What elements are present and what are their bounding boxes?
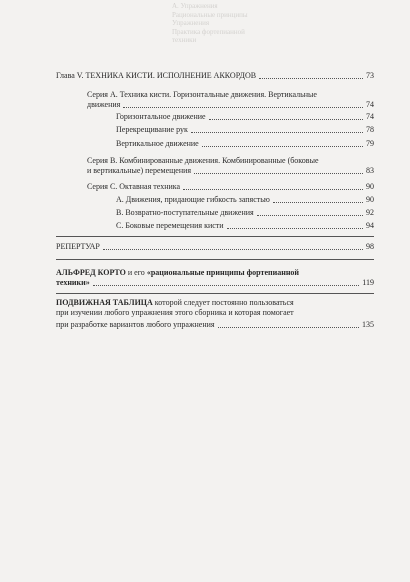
toc-entry-label: Серия С. Октавная техника	[87, 182, 181, 191]
toc-item-wrist[interactable]	[116, 195, 374, 205]
toc-entry-label: которой следует постоянно пользоваться	[152, 298, 294, 307]
toc-entry-label: Вертикальное движение	[116, 139, 199, 148]
leader-dots	[191, 132, 363, 133]
toc-repertoire[interactable]	[56, 242, 374, 252]
toc-entry-label-bold: «рациональные принципы фортепианной	[146, 268, 300, 277]
toc-page-number: 83	[366, 166, 374, 175]
toc-entry-label: РЕПЕРТУАР	[56, 242, 100, 251]
toc-page-number: 74	[366, 112, 374, 121]
leader-dots	[202, 146, 363, 147]
toc-entry-label: Горизонтальное движение	[116, 112, 206, 121]
toc-entry-label: А. Движения, придающие гибкость запястью	[116, 195, 270, 204]
toc-entry-label: С. Боковые перемещения кисти	[116, 221, 224, 230]
bleed-line: техники	[172, 36, 197, 44]
toc-page-number: 92	[366, 208, 374, 217]
leader-dots	[93, 285, 360, 286]
toc-item-reciprocating[interactable]	[116, 208, 374, 218]
bleed-line: А. Упражнения	[172, 2, 218, 10]
toc-page-number: 73	[366, 71, 374, 80]
leader-dots	[209, 119, 363, 120]
leader-dots	[227, 228, 363, 229]
toc-series-c[interactable]	[87, 182, 374, 192]
leader-dots	[194, 173, 363, 174]
leader-dots	[257, 215, 363, 216]
leader-dots	[103, 249, 363, 250]
toc-page-number: 79	[366, 139, 374, 148]
toc-entry-label-bold: ПОДВИЖНАЯ ТАБЛИЦА	[56, 298, 153, 307]
toc-page-number: 90	[366, 195, 374, 204]
toc-series-a[interactable]	[87, 100, 374, 110]
toc-entry-label: при изучении любого упражнения этого сборника и которая помогает	[56, 308, 294, 317]
toc-entry-label-bold: техники»	[56, 278, 90, 287]
leader-dots	[218, 327, 359, 328]
toc-chapter-5[interactable]	[56, 71, 374, 81]
toc-item-lateral[interactable]	[116, 221, 374, 231]
toc-entry-label: Перекрещивание рук	[116, 125, 188, 134]
toc-entry-label-bold: АЛЬФРЕД КОРТО	[56, 268, 126, 277]
toc-series-b[interactable]	[87, 166, 374, 176]
toc-page-number: 94	[366, 221, 374, 230]
bleed-line: Практика фортепианной	[172, 27, 245, 36]
toc-cortot-line1[interactable]	[56, 268, 374, 278]
leader-dots	[123, 107, 363, 108]
toc-entry-label: при разработке вариантов любого упражнения	[56, 320, 215, 329]
toc-series-a-line1[interactable]	[87, 90, 374, 100]
toc-entry-label: В. Возвратно-поступательные движения	[116, 208, 254, 217]
toc-item-vertical[interactable]	[116, 139, 374, 149]
toc-entry-label: и его	[125, 268, 147, 277]
toc-page-number: 74	[366, 100, 374, 109]
toc-entry-label: Серия А. Техника кисти. Горизонтальные движения. Вертикальные	[87, 90, 317, 99]
toc-page-number: 119	[362, 278, 374, 287]
toc-entry-label: движения	[87, 100, 121, 109]
toc-entry-label: Глава V. ТЕХНИКА КИСТИ. ИСПОЛНЕНИЕ АККОРДОВ	[56, 71, 257, 80]
toc-entry-label: Серия В. Комбинированные движения. Комбинированные (боковые	[87, 156, 319, 165]
leader-dots	[183, 189, 363, 190]
toc-page-number: 90	[366, 182, 374, 191]
section-divider	[56, 293, 374, 294]
toc-item-horizontal[interactable]	[116, 112, 374, 122]
toc-table-lines[interactable]	[56, 298, 374, 318]
section-divider	[56, 236, 374, 237]
toc-entry-label: и вертикальные) перемещения	[87, 166, 192, 175]
section-divider	[56, 259, 374, 260]
toc-series-b-line1[interactable]	[87, 156, 374, 166]
toc-page-number: 135	[362, 320, 374, 329]
toc-page-number: 98	[366, 242, 374, 251]
toc-item-crossing[interactable]	[116, 125, 374, 135]
toc-cortot[interactable]	[56, 278, 374, 288]
leader-dots	[273, 202, 363, 203]
bleed-line: Упражнения	[172, 19, 210, 27]
toc-page-number: 78	[366, 125, 374, 134]
leader-dots	[259, 78, 363, 79]
bleed-line: Рациональные принципы	[172, 10, 248, 19]
toc-table[interactable]	[56, 320, 374, 330]
